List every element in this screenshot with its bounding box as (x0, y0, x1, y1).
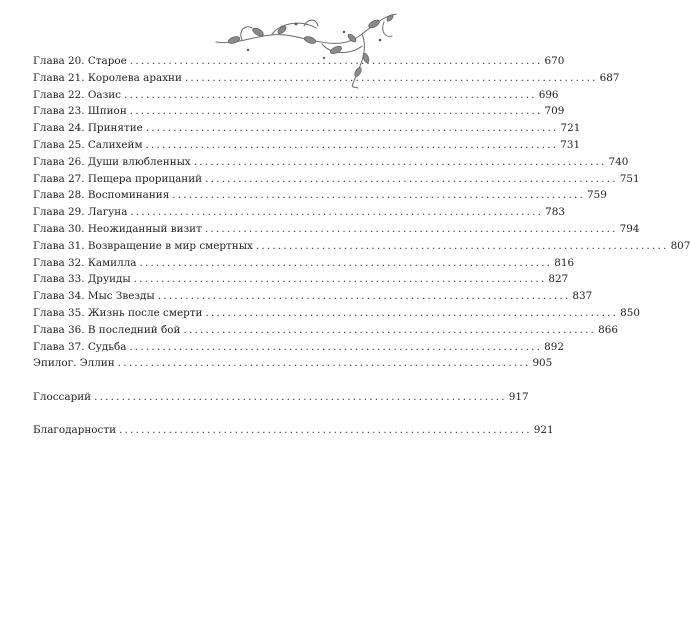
toc-entry-page: 892 (544, 340, 564, 353)
toc-entry-chapter-32[interactable] (33, 255, 575, 272)
toc-entry-label: Глава 28. Воспоминания (33, 189, 170, 202)
toc-entry-page: 751 (619, 172, 640, 185)
toc-entry-label: Глоссарий (33, 391, 92, 404)
dot-leader: ........................................................................... (204, 222, 618, 235)
toc-entry-chapter-27[interactable] (33, 171, 640, 188)
toc-entry-page: 866 (598, 323, 619, 336)
toc-entry-chapter-20[interactable] (33, 53, 565, 70)
dot-leader: ........................................................................... (117, 357, 531, 370)
dot-leader: ........................................................................... (184, 71, 598, 84)
dot-leader: ........................................................................... (129, 55, 543, 67)
dot-leader: ........................................................................... (145, 122, 559, 135)
toc-entry-page: 740 (608, 155, 629, 168)
dot-leader: ........................................................................... (133, 273, 547, 286)
dot-leader: ........................................................................... (123, 88, 537, 101)
dot-leader: ........................................................................... (255, 239, 669, 252)
toc-entry-page: 721 (560, 122, 581, 135)
toc-entry-chapter-36[interactable] (33, 322, 619, 339)
toc-entry-chapter-24[interactable] (33, 120, 581, 137)
toc-entry-page: 783 (545, 206, 565, 219)
toc-entry-label: Глава 26. Души влюбленных (33, 155, 191, 168)
toc-entry-chapter-22[interactable] (33, 87, 559, 104)
toc-entry-page: 807 (670, 239, 690, 252)
toc-entry-chapter-25[interactable] (33, 137, 581, 154)
toc-entry-page: 696 (538, 88, 559, 101)
toc-entry-label: Глава 24. Принятие (33, 122, 143, 135)
toc-entry-label: Глава 35. Жизнь после смерти (33, 306, 203, 319)
toc-entry-label: Глава 20. Старое (33, 55, 127, 67)
toc-entry-chapter-26[interactable] (33, 154, 629, 171)
toc-entry-chapter-28[interactable] (33, 187, 607, 204)
toc-entry-chapter-30[interactable] (33, 221, 640, 238)
dot-leader: ........................................................................... (193, 155, 607, 168)
toc-entry-page: 670 (544, 55, 565, 67)
chapter-list (33, 53, 690, 372)
toc-entry-page: 731 (560, 138, 581, 151)
toc-entry-page: 759 (587, 189, 607, 202)
toc-entry-label: Глава 27. Пещера прорицаний (33, 172, 203, 185)
toc-entry-label: Глава 34. Мыс Звезды (33, 290, 155, 303)
toc-entry-page: 827 (548, 273, 569, 286)
section-spacer (33, 406, 370, 422)
toc-entry-acknowledgements[interactable] (33, 422, 554, 439)
toc-entry-label: Глава 22. Оазис (33, 88, 121, 101)
toc-entry-chapter-33[interactable] (33, 271, 569, 288)
toc-entry-label: Глава 36. В последний бой (33, 323, 181, 336)
dot-leader: ........................................................................... (129, 340, 543, 353)
table-of-contents (33, 53, 690, 439)
toc-entry-chapter-35[interactable] (33, 305, 640, 322)
toc-entry-chapter-29[interactable] (33, 204, 565, 221)
toc-entry-label: Благодарности (33, 423, 117, 436)
toc-entry-label: Эпилог. Эллин (33, 357, 115, 370)
toc-entry-label: Глава 31. Возвращение в мир смертных (33, 239, 253, 252)
toc-entry-page: 905 (532, 357, 553, 370)
toc-entry-chapter-37[interactable] (33, 339, 564, 356)
toc-entry-page: 816 (554, 256, 575, 269)
dot-leader: ........................................................................... (183, 323, 597, 336)
toc-entry-label: Глава 29. Лагуна (33, 206, 128, 219)
section-spacer (33, 372, 370, 389)
dot-leader: ........................................................................... (130, 206, 544, 219)
dot-leader: ........................................................................... (172, 189, 585, 202)
toc-entry-chapter-21[interactable] (33, 70, 620, 87)
toc-entry-label: Глава 25. Салихейм (33, 138, 143, 151)
toc-entry-page: 687 (599, 71, 620, 84)
dot-leader: ........................................................................... (157, 290, 571, 303)
toc-entry-chapter-34[interactable] (33, 288, 593, 305)
toc-entry-label: Глава 33. Друиды (33, 273, 131, 286)
toc-entry-label: Глава 32. Камилла (33, 256, 137, 269)
toc-entry-chapter-31[interactable] (33, 238, 690, 255)
toc-entry-page: 794 (619, 222, 640, 235)
toc-entry-glossary[interactable] (33, 389, 529, 406)
dot-leader: ........................................................................... (129, 105, 543, 118)
dot-leader: ........................................................................... (145, 138, 559, 151)
toc-entry-chapter-23[interactable] (33, 103, 565, 120)
toc-entry-label: Глава 21. Королева арахни (33, 71, 182, 84)
toc-entry-label: Глава 23. Шпион (33, 105, 127, 118)
dot-leader: ........................................................................... (119, 423, 532, 436)
dot-leader: ........................................................................... (94, 391, 507, 404)
dot-leader: ........................................................................... (205, 172, 618, 185)
toc-entry-epilogue[interactable] (33, 355, 553, 372)
toc-entry-page: 850 (620, 306, 640, 319)
dot-leader: ........................................................................... (205, 306, 619, 319)
toc-entry-label: Глава 37. Судьба (33, 340, 127, 353)
toc-entry-page: 921 (533, 423, 554, 436)
toc-entry-page: 709 (544, 105, 565, 118)
toc-entry-page: 837 (572, 290, 593, 303)
toc-entry-label: Глава 30. Неожиданный визит (33, 222, 202, 235)
toc-entry-page: 917 (508, 391, 529, 404)
dot-leader: ........................................................................... (139, 256, 553, 269)
